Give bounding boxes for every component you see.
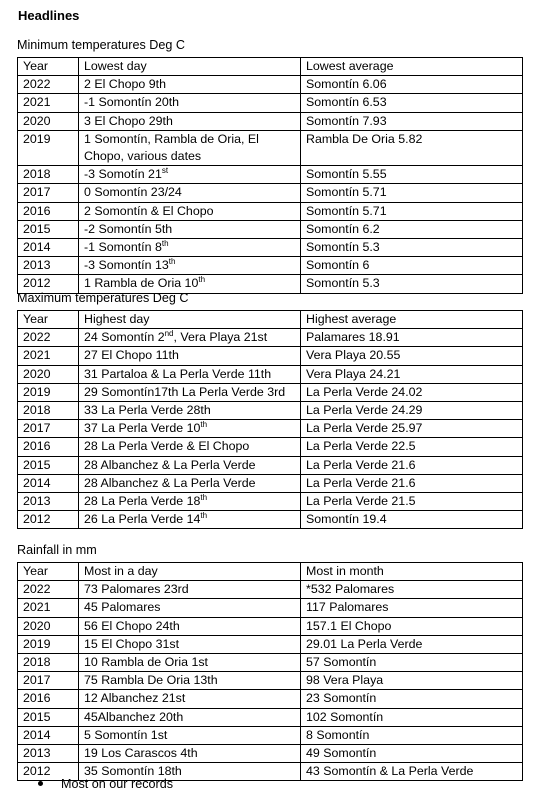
day-cell [79, 347, 301, 365]
year-cell: 2022 [18, 581, 79, 599]
min-temp-caption: Minimum temperatures Deg C [17, 38, 185, 52]
year-cell: 2020 [18, 617, 79, 635]
day-cell [79, 420, 301, 438]
ordinal-suffix: th [198, 275, 206, 285]
year-cell: 2017 [18, 672, 79, 690]
value-cell: La Perla Verde 21.5 [301, 493, 523, 511]
value-cell: *532 Palomares [301, 581, 523, 599]
table-header-row [18, 58, 523, 76]
value-cell: 49 Somontín [301, 745, 523, 763]
value-cell: Somontín 5.3 [301, 239, 523, 257]
table-row [18, 184, 523, 202]
value-cell: Rambla De Oria 5.82 [301, 130, 523, 165]
day-cell [79, 726, 301, 744]
column-header: Year [18, 311, 79, 329]
day-cell [79, 690, 301, 708]
year-cell: 2014 [18, 474, 79, 492]
value-cell: Somontín 19.4 [301, 511, 523, 529]
footnote-text: Most on our records [61, 777, 173, 791]
day-cell [79, 383, 301, 401]
value-cell: Vera Playa 24.21 [301, 365, 523, 383]
value-cell: Somontín 6.53 [301, 94, 523, 112]
value-cell: 102 Somontín [301, 708, 523, 726]
day-text: 37 La Perla Verde 10 [84, 421, 201, 436]
value-cell: 29.01 La Perla Verde [301, 635, 523, 653]
table-row [18, 76, 523, 94]
table-row [18, 635, 523, 653]
day-text: 29 Somontín17th La Perla Verde 3rd [84, 384, 286, 399]
day-cell [79, 202, 301, 220]
day-cell [79, 112, 301, 130]
column-header: Highest average [301, 311, 523, 329]
table-row [18, 257, 523, 275]
column-header: Most in month [301, 563, 523, 581]
max-temp-table [17, 310, 523, 529]
table-header-row [18, 563, 523, 581]
day-text: 28 La Perla Verde 18 [84, 494, 201, 509]
value-cell: Somontín 5.71 [301, 202, 523, 220]
day-text: 73 Palomares 23rd [84, 582, 189, 597]
column-header: Year [18, 58, 79, 76]
day-cell [79, 438, 301, 456]
ordinal-suffix: th [200, 511, 208, 521]
year-cell: 2014 [18, 239, 79, 257]
day-text: 12 Albanchez 21st [84, 691, 186, 706]
day-text: 28 La Perla Verde & El Chopo [84, 439, 250, 454]
day-cell [79, 130, 301, 165]
year-cell: 2019 [18, 635, 79, 653]
day-text: 27 El Chopo 11th [84, 348, 179, 363]
day-text: 45 Palomares [84, 600, 161, 615]
day-cell [79, 166, 301, 184]
value-cell: Vera Playa 20.55 [301, 347, 523, 365]
year-cell: 2015 [18, 220, 79, 238]
year-cell: 2014 [18, 726, 79, 744]
day-text: 0 Somontín 23/24 [84, 185, 182, 200]
year-cell: 2015 [18, 456, 79, 474]
year-cell: 2016 [18, 202, 79, 220]
footnote [38, 777, 173, 791]
value-cell: Somontín 6.2 [301, 220, 523, 238]
table-row [18, 511, 523, 529]
year-cell: 2019 [18, 383, 79, 401]
table-row [18, 166, 523, 184]
table-row [18, 474, 523, 492]
day-text: 15 El Chopo 31st [84, 636, 180, 651]
value-cell: Somontín 7.93 [301, 112, 523, 130]
table-row [18, 420, 523, 438]
column-header: Lowest average [301, 58, 523, 76]
table-row [18, 365, 523, 383]
value-cell: La Perla Verde 24.29 [301, 402, 523, 420]
value-cell: La Perla Verde 21.6 [301, 474, 523, 492]
value-cell: 8 Somontín [301, 726, 523, 744]
day-text: 35 Somontín 18th [84, 764, 182, 779]
year-cell: 2020 [18, 112, 79, 130]
table-row [18, 690, 523, 708]
day-cell [79, 220, 301, 238]
year-cell: 2016 [18, 438, 79, 456]
value-cell: Somontín 5.55 [301, 166, 523, 184]
value-cell: Somontín 5.3 [301, 275, 523, 293]
value-cell: La Perla Verde 25.97 [301, 420, 523, 438]
day-cell [79, 474, 301, 492]
year-cell: 2012 [18, 511, 79, 529]
table-row [18, 581, 523, 599]
day-text: 28 Albanchez & La Perla Verde [84, 475, 256, 490]
year-cell: 2012 [18, 275, 79, 293]
page-headline: Headlines [18, 8, 80, 23]
table-row [18, 220, 523, 238]
table-row [18, 654, 523, 672]
rainfall-caption: Rainfall in mm [17, 543, 97, 557]
year-cell: 2020 [18, 365, 79, 383]
day-text: 5 Somontín 1st [84, 727, 168, 742]
value-cell: 43 Somontín & La Perla Verde [301, 763, 523, 781]
ordinal-suffix: st [161, 166, 169, 176]
value-cell: La Perla Verde 21.6 [301, 456, 523, 474]
day-text: 33 La Perla Verde 28th [84, 403, 211, 418]
day-cell [79, 329, 301, 347]
day-cell [79, 76, 301, 94]
ordinal-suffix: th [200, 420, 208, 430]
table-row [18, 94, 523, 112]
day-cell [79, 745, 301, 763]
day-text: 31 Partaloa & La Perla Verde 11th [84, 366, 272, 381]
ordinal-suffix: th [168, 257, 176, 267]
year-cell: 2021 [18, 94, 79, 112]
day-text: -1 Somontín 20th [84, 95, 180, 110]
year-cell: 2015 [18, 708, 79, 726]
column-header: Highest day [79, 311, 301, 329]
day-cell [79, 708, 301, 726]
year-cell: 2017 [18, 420, 79, 438]
day-text: 19 Los Carascos 4th [84, 746, 198, 761]
value-cell: 57 Somontín [301, 654, 523, 672]
table-row [18, 130, 523, 165]
min-temp-table [17, 57, 523, 294]
year-cell: 2022 [18, 329, 79, 347]
day-text: 26 La Perla Verde 14 [84, 512, 201, 527]
day-cell [79, 184, 301, 202]
day-text: 2 Somontín & El Chopo [84, 203, 214, 218]
table-row [18, 347, 523, 365]
value-cell: Palamares 18.91 [301, 329, 523, 347]
year-cell: 2016 [18, 690, 79, 708]
day-cell [79, 456, 301, 474]
column-header: Lowest day [79, 58, 301, 76]
day-text: 2 El Chopo 9th [84, 77, 166, 92]
table-row [18, 329, 523, 347]
bullet-icon [38, 781, 43, 786]
year-cell: 2021 [18, 347, 79, 365]
day-cell [79, 599, 301, 617]
value-cell: La Perla Verde 24.02 [301, 383, 523, 401]
value-cell: 98 Vera Playa [301, 672, 523, 690]
year-cell: 2013 [18, 493, 79, 511]
ordinal-suffix: th [200, 492, 208, 502]
day-text: 10 Rambla de Oria 1st [84, 655, 208, 670]
table-row [18, 617, 523, 635]
day-cell [79, 654, 301, 672]
day-text: 1 Rambla de Oria 10 [84, 276, 199, 291]
day-text: 28 Albanchez & La Perla Verde [84, 457, 256, 472]
max-temp-caption: Maximum temperatures Deg C [17, 291, 189, 305]
value-cell: Somontín 6.06 [301, 76, 523, 94]
year-cell: 2012 [18, 763, 79, 781]
day-cell [79, 635, 301, 653]
day-text: -3 Somotín 21 [84, 167, 162, 182]
day-cell [79, 94, 301, 112]
day-cell [79, 617, 301, 635]
day-cell [79, 672, 301, 690]
ordinal-suffix: th [161, 238, 169, 248]
day-cell [79, 402, 301, 420]
value-cell: La Perla Verde 22.5 [301, 438, 523, 456]
table-row [18, 456, 523, 474]
table-row [18, 672, 523, 690]
day-text: -3 Somontín 13 [84, 258, 169, 273]
year-cell: 2018 [18, 402, 79, 420]
rainfall-table [17, 562, 523, 781]
day-text: 75 Rambla De Oria 13th [84, 673, 218, 688]
day-text: 3 El Chopo 29th [84, 113, 173, 128]
value-cell: 117 Palomares [301, 599, 523, 617]
year-cell: 2013 [18, 257, 79, 275]
day-text: 56 El Chopo 24th [84, 618, 180, 633]
table-row [18, 745, 523, 763]
day-cell [79, 493, 301, 511]
year-cell: 2021 [18, 599, 79, 617]
year-cell: 2019 [18, 130, 79, 165]
day-text: 45Albanchez 20th [84, 709, 184, 724]
ordinal-suffix: nd [164, 329, 174, 339]
year-cell: 2018 [18, 654, 79, 672]
column-header: Most in a day [79, 563, 301, 581]
day-text: -2 Somontín 5th [84, 221, 173, 236]
year-cell: 2022 [18, 76, 79, 94]
table-row [18, 708, 523, 726]
table-row [18, 202, 523, 220]
day-cell [79, 239, 301, 257]
table-row [18, 493, 523, 511]
day-cell [79, 511, 301, 529]
value-cell: 23 Somontín [301, 690, 523, 708]
value-cell: Somontín 5.71 [301, 184, 523, 202]
day-text: 24 Somontín 2 [84, 330, 165, 345]
table-row [18, 402, 523, 420]
day-cell [79, 257, 301, 275]
table-row [18, 599, 523, 617]
day-cell [79, 365, 301, 383]
table-row [18, 239, 523, 257]
table-header-row [18, 311, 523, 329]
year-cell: 2018 [18, 166, 79, 184]
day-cell [79, 581, 301, 599]
column-header: Year [18, 563, 79, 581]
value-cell: Somontín 6 [301, 257, 523, 275]
year-cell: 2013 [18, 745, 79, 763]
table-row [18, 383, 523, 401]
year-cell: 2017 [18, 184, 79, 202]
table-row [18, 438, 523, 456]
value-cell: 157.1 El Chopo [301, 617, 523, 635]
table-row [18, 112, 523, 130]
day-text-rest: , Vera Playa 21st [173, 330, 268, 345]
day-text: 1 Somontín, Rambla de Oria, El Chopo, various dates [84, 131, 259, 164]
day-text: -1 Somontín 8 [84, 240, 162, 255]
table-row [18, 726, 523, 744]
